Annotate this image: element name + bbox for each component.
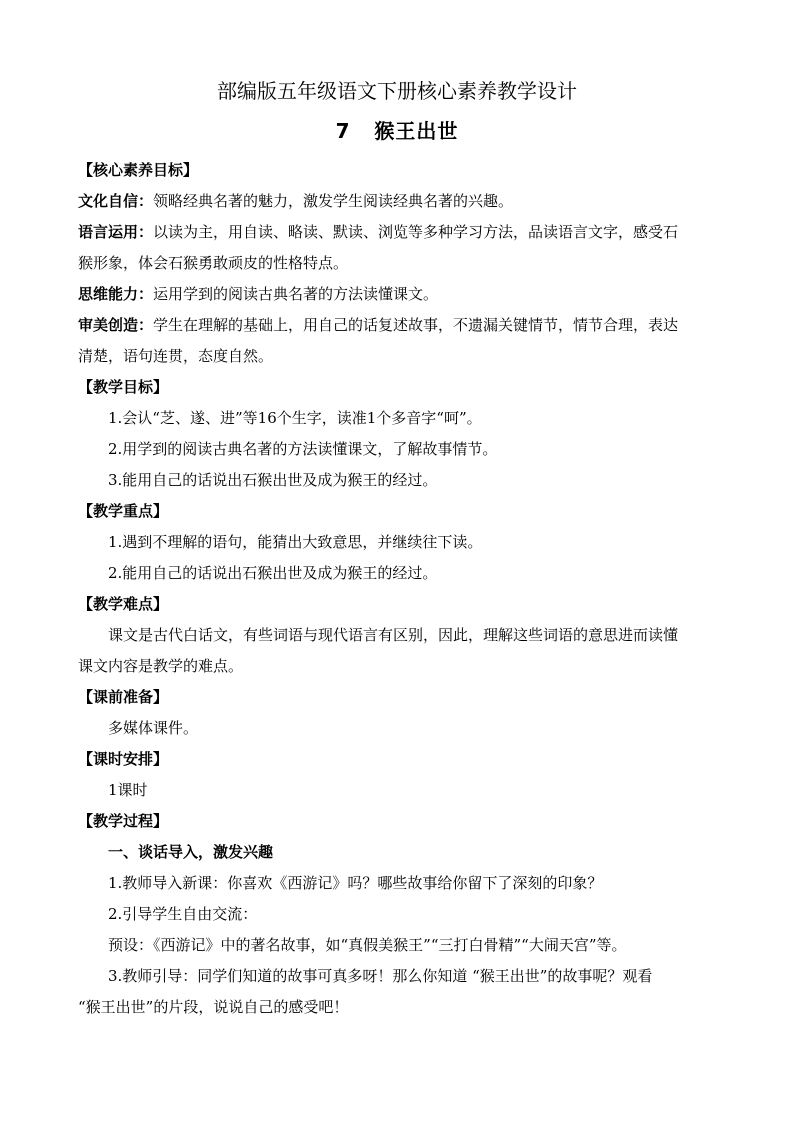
difficulties-text: 课文是古代白话文，有些词语与现代语言有区别，因此，理解这些词语的意思进而读懂: [108, 626, 679, 644]
aesthetic-text: 学生在理解的基础上，用自己的话复述故事，不遗漏关键情节，情节合理，表达: [153, 316, 679, 334]
difficulties-heading: 【教学难点】: [78, 595, 169, 613]
thinking-text: 运用学到的阅读古典名著的方法读懂课文。: [153, 285, 439, 303]
lesson-name: 猴王出世: [374, 119, 459, 143]
lesson-number: 7: [335, 119, 351, 143]
preparation-heading: 【课前准备】: [78, 688, 169, 706]
aesthetic-line-2: 清楚，语句连贯，态度自然。: [78, 347, 274, 365]
teaching-goal-item: 2.用学到的阅读古典名著的方法读懂课文，了解故事情节。: [108, 440, 498, 458]
key-point-item: 2.能用自己的话说出石猴出世及成为猴王的经过。: [108, 564, 438, 582]
language-use-text: 以读为主，用自读、略读、默读、浏览等多种学习方法，品读语言文字，感受石: [153, 223, 679, 241]
cultural-confidence-text: 领略经典名著的魅力，激发学生阅读经典名著的兴趣。: [153, 192, 514, 210]
aesthetic-line: [78, 315, 718, 335]
language-use-line: [78, 222, 718, 242]
language-use-label: 语言运用：: [78, 223, 154, 241]
schedule-heading: 【课时安排】: [78, 750, 169, 768]
teaching-goal-item: 3.能用自己的话说出石猴出世及成为猴王的经过。: [108, 471, 438, 489]
process-line: 1.教师导入新课：你喜欢《西游记》吗？哪些故事给你留下了深刻的印象？: [108, 874, 603, 892]
lesson-title: [0, 118, 794, 144]
core-literacy-heading: 【核心素养目标】: [78, 161, 199, 179]
schedule-text: 1课时: [108, 781, 148, 799]
document-title: 部编版五年级语文下册核心素养教学设计: [217, 79, 577, 103]
process-heading: 【教学过程】: [78, 812, 169, 830]
language-use-line-2: 猴形象，体会石猴勇敢顽皮的性格特点。: [78, 254, 349, 272]
aesthetic-label: 审美创造：: [78, 316, 154, 334]
thinking-line: [78, 284, 718, 304]
process-line: 2.引导学生自由交流：: [108, 905, 258, 923]
teaching-goal-item: 1.会认“芝、遂、进”等16个生字，读准1个多音字“呵”。: [108, 409, 482, 427]
process-line-continued: “猴王出世”的片段，说说自己的感受吧！: [78, 998, 349, 1016]
key-point-item: 1.遇到不理解的语句，能猜出大致意思，并继续往下读。: [108, 533, 483, 551]
teaching-goals-heading: 【教学目标】: [78, 378, 169, 396]
key-points-heading: 【教学重点】: [78, 502, 169, 520]
preparation-text: 多媒体课件。: [108, 719, 199, 737]
process-step-title: 一、谈话导入，激发兴趣: [108, 843, 274, 861]
cultural-confidence-line: [78, 191, 718, 211]
cultural-confidence-label: 文化自信：: [78, 192, 154, 210]
process-line: 预设：《西游记》中的著名故事，如“真假美猴王”“三打白骨精”“大闹天宫”等。: [108, 936, 627, 954]
process-line: 3.教师引导：同学们知道的故事可真多呀！那么你知道 “猴王出世”的故事呢？观看: [108, 967, 653, 985]
thinking-label: 思维能力：: [78, 285, 154, 303]
difficulties-text-2: 课文内容是教学的难点。: [78, 657, 244, 675]
